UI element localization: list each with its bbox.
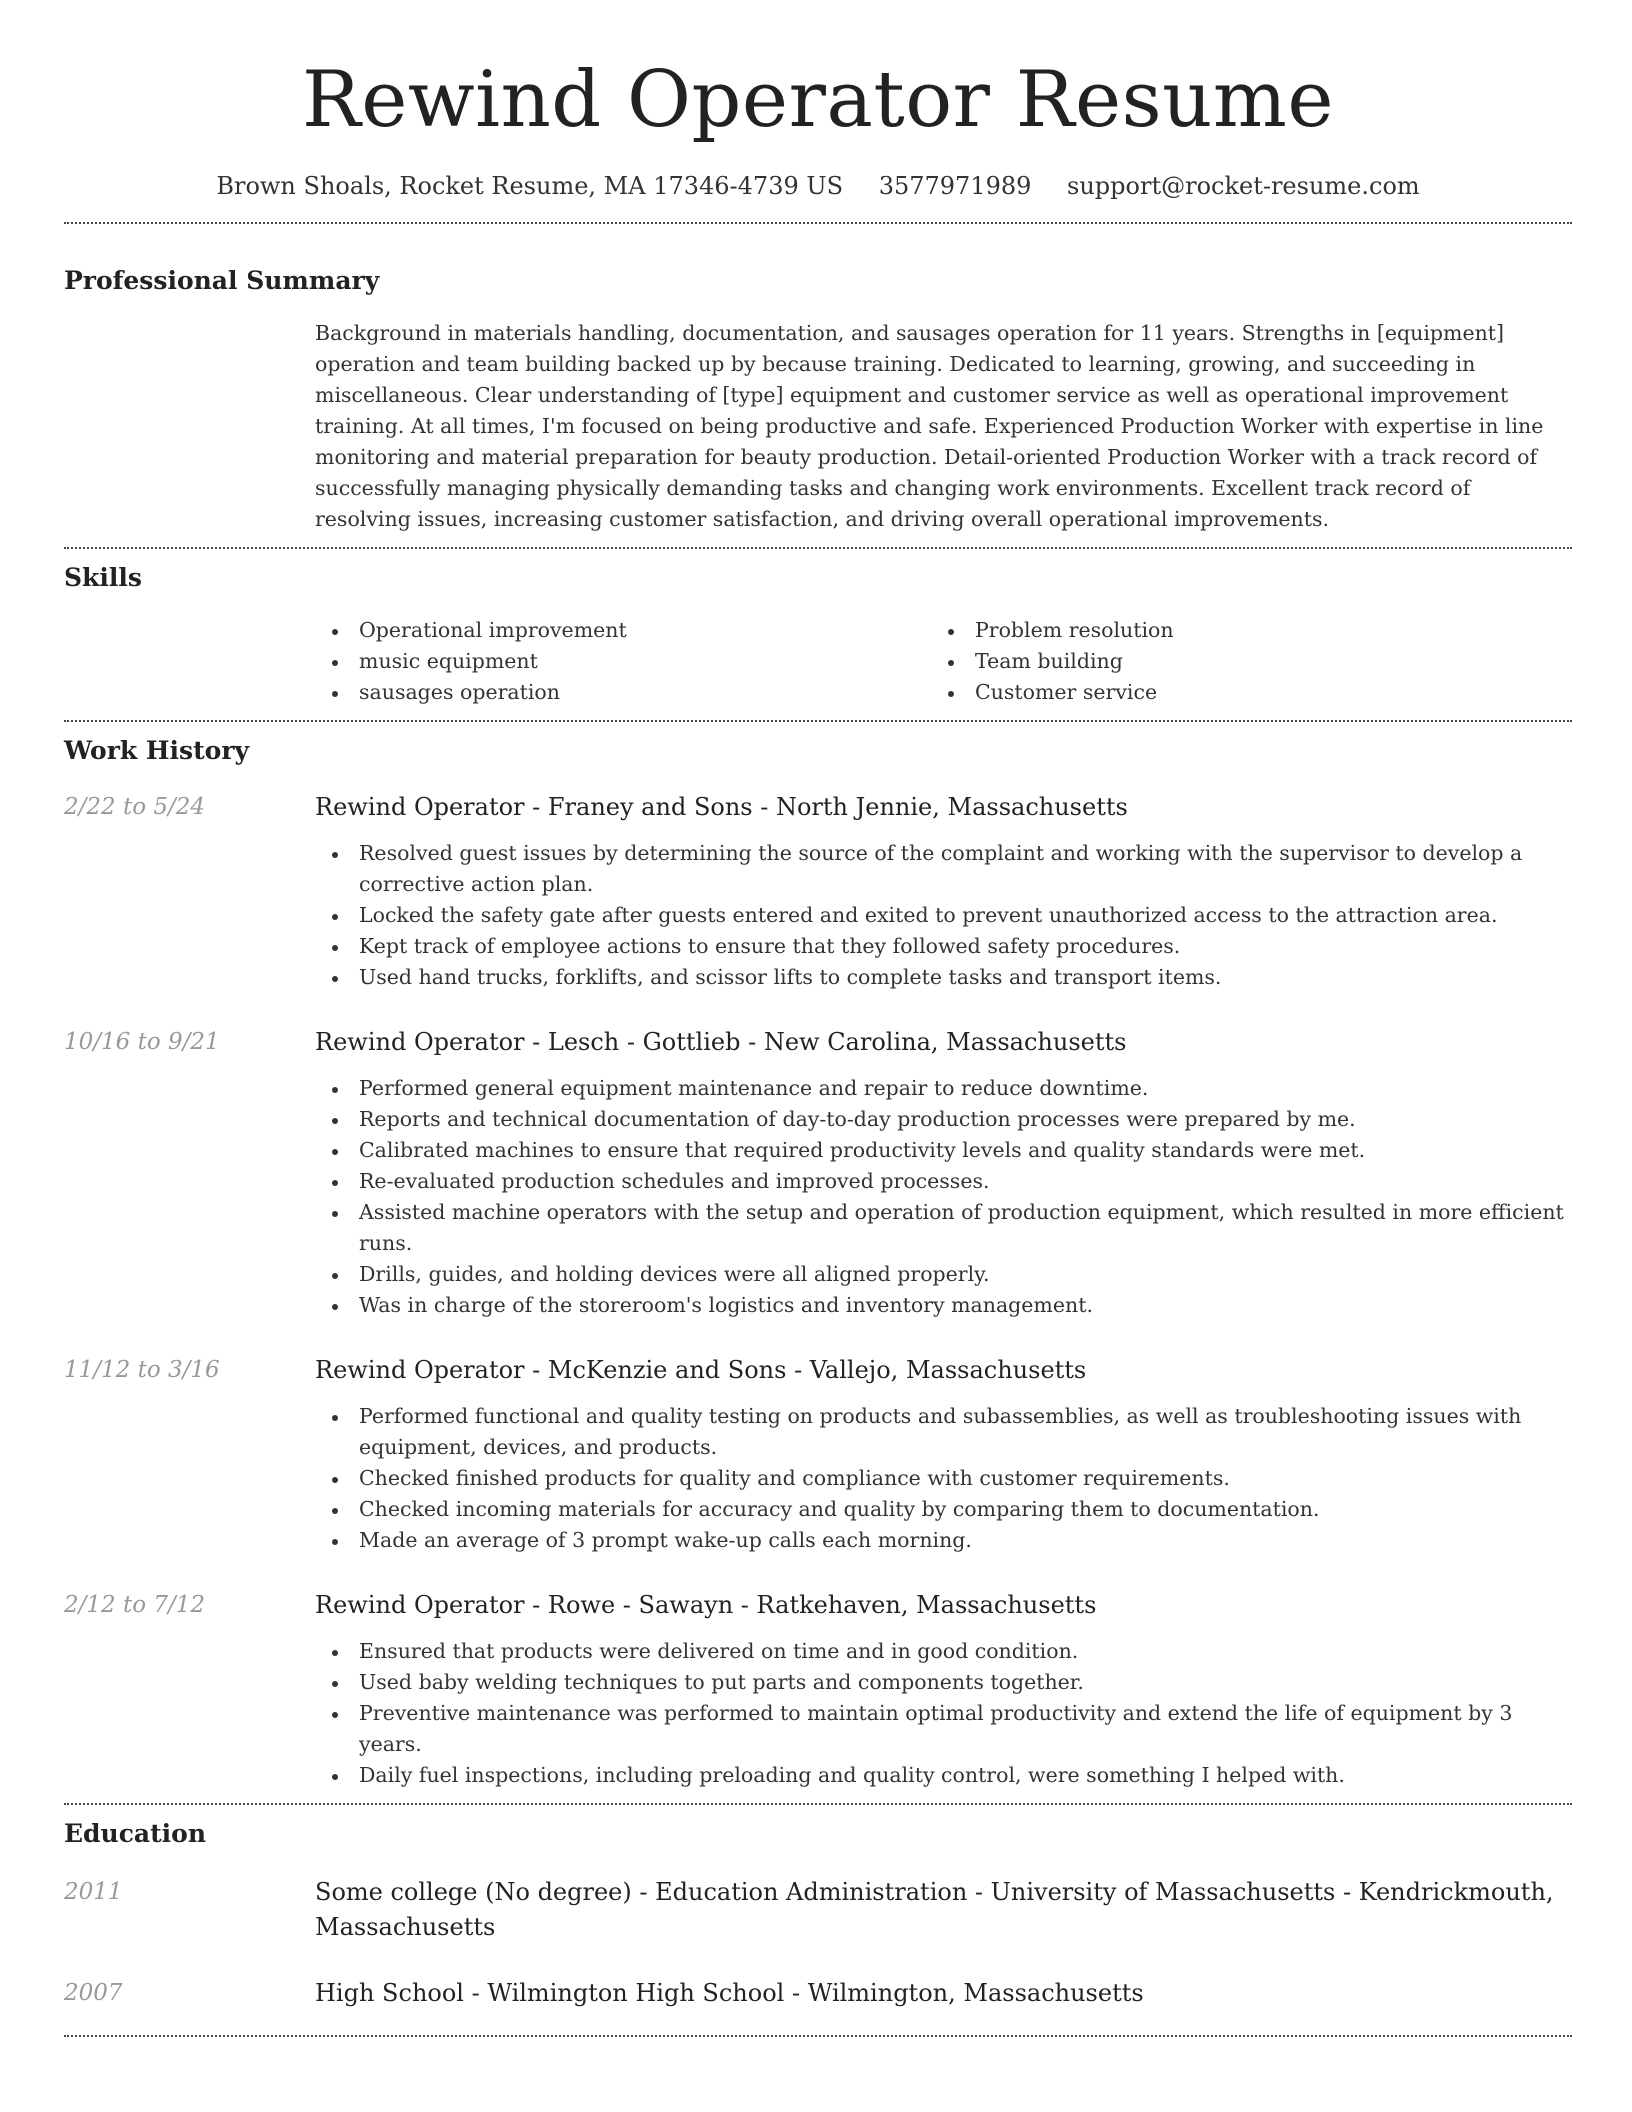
job-bullet: Reports and technical documentation of day-to-day production processes were prepared by me. (315, 1104, 1572, 1135)
section-title-skills: Skills (64, 563, 142, 592)
job-dates: 10/16 to 9/21 (64, 1029, 220, 1055)
skill-item: sausages operation (315, 677, 931, 708)
job-bullets (315, 1073, 1572, 1321)
skill-item: Problem resolution (931, 615, 1547, 646)
divider (64, 1803, 1572, 1805)
skill-item: Operational improvement (315, 615, 931, 646)
divider (64, 222, 1572, 224)
job-entry (64, 1588, 1572, 1791)
job-bullet: Checked finished products for quality and compliance with customer requirements. (315, 1463, 1572, 1494)
job-heading: Rewind Operator - McKenzie and Sons - Vallejo, Massachusetts (315, 1356, 1087, 1384)
job-bullet: Kept track of employee actions to ensure that they followed safety procedures. (315, 931, 1572, 962)
job-bullet: Daily fuel inspections, including preloading and quality control, were something I helped with. (315, 1760, 1572, 1791)
job-entry (64, 1025, 1572, 1321)
skills-list (315, 615, 1572, 708)
divider (64, 720, 1572, 722)
job-bullet: Assisted machine operators with the setup and operation of production equipment, which resulted in more efficient runs. (315, 1197, 1572, 1259)
contact-email: support@rocket-resume.com (1067, 172, 1420, 200)
education-year: 2007 (64, 1980, 123, 2006)
skills-column-left (315, 615, 931, 708)
resume-title: Rewind Operator Resume (301, 55, 1335, 145)
divider (64, 2035, 1572, 2037)
job-bullet: Performed functional and quality testing on products and subassemblies, as well as troubleshooting issues with equipment, devices, and products. (315, 1401, 1572, 1463)
resume-page (64, 50, 1572, 2037)
job-entry (64, 1353, 1572, 1556)
education-heading: Some college (No degree) - Education Administration - University of Massachusetts - Kendrickmouth, Massachusetts (315, 1878, 1554, 1941)
education-entry (64, 1875, 1572, 1945)
job-bullets (315, 1401, 1572, 1556)
job-dates: 11/12 to 3/16 (64, 1357, 220, 1383)
job-bullets (315, 838, 1572, 993)
job-bullet: Preventive maintenance was performed to maintain optimal productivity and extend the life of equipment by 3 years. (315, 1698, 1572, 1760)
education-year: 2011 (64, 1879, 123, 1905)
job-bullet: Used hand trucks, forklifts, and scissor lifts to complete tasks and transport items. (315, 962, 1572, 993)
divider (64, 547, 1572, 549)
section-title-work-history: Work History (64, 736, 250, 765)
job-bullet: Calibrated machines to ensure that required productivity levels and quality standards were met. (315, 1135, 1572, 1166)
job-dates: 2/22 to 5/24 (64, 794, 206, 820)
job-dates: 2/12 to 7/12 (64, 1592, 206, 1618)
job-bullet: Used baby welding techniques to put parts and components together. (315, 1667, 1572, 1698)
job-bullet: Locked the safety gate after guests entered and exited to prevent unauthorized access to the attraction area. (315, 900, 1572, 931)
job-bullet: Made an average of 3 prompt wake-up calls each morning. (315, 1525, 1572, 1556)
job-heading: Rewind Operator - Rowe - Sawayn - Ratkehaven, Massachusetts (315, 1591, 1097, 1619)
job-bullet: Was in charge of the storeroom's logistics and inventory management. (315, 1290, 1572, 1321)
skill-item: Team building (931, 646, 1547, 677)
contact-phone: 3577971989 (878, 172, 1032, 200)
skill-item: music equipment (315, 646, 931, 677)
job-heading: Rewind Operator - Lesch - Gottlieb - New Carolina, Massachusetts (315, 1028, 1127, 1056)
summary-text: Background in materials handling, documentation, and sausages operation for 11 years. Strengths in [equipment] operation and team building backed up by because training. Dedicated to learning, growing, and succeeding in miscellaneous. Clear understanding of [type] equipment and customer service as well as operational improvement training. At all times, I'm focused on being productive and safe. Experienced Production Worker with expertise in line monitoring and material preparation for beauty production. Detail-oriented Production Worker with a track record of successfully managing physically demanding tasks and changing work environments. Excellent track record of resolving issues, increasing customer satisfaction, and driving overall operational improvements. (315, 321, 1544, 531)
education-heading: High School - Wilmington High School - Wilmington, Massachusetts (315, 1979, 1144, 2007)
education-entry (64, 1976, 1572, 2011)
contact-line (64, 170, 1572, 202)
section-title-education: Education (64, 1819, 207, 1848)
section-title-summary: Professional Summary (64, 266, 380, 295)
job-bullet: Drills, guides, and holding devices were all aligned properly. (315, 1259, 1572, 1290)
job-bullet: Re-evaluated production schedules and improved processes. (315, 1166, 1572, 1197)
job-bullets (315, 1636, 1572, 1791)
contact-address: Brown Shoals, Rocket Resume, MA 17346-4739 US (216, 172, 844, 200)
skills-column-right (931, 615, 1547, 708)
job-heading: Rewind Operator - Franey and Sons - North Jennie, Massachusetts (315, 793, 1128, 821)
job-bullet: Ensured that products were delivered on time and in good condition. (315, 1636, 1572, 1667)
skill-item: Customer service (931, 677, 1547, 708)
job-bullet: Resolved guest issues by determining the source of the complaint and working with the supervisor to develop a corrective action plan. (315, 838, 1572, 900)
job-bullet: Checked incoming materials for accuracy and quality by comparing them to documentation. (315, 1494, 1572, 1525)
job-entry (64, 790, 1572, 993)
job-bullet: Performed general equipment maintenance and repair to reduce downtime. (315, 1073, 1572, 1104)
